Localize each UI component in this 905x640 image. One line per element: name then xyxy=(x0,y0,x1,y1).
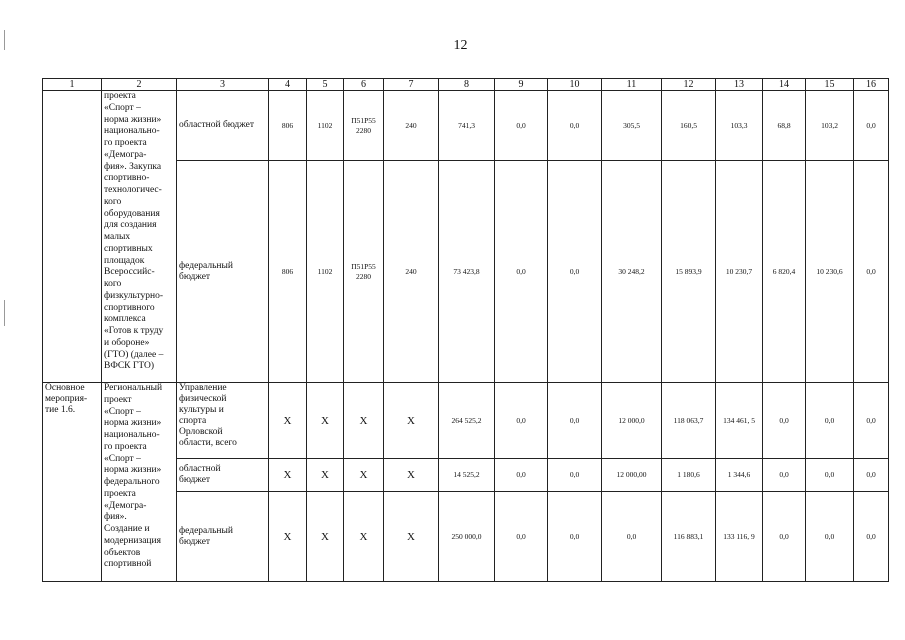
cell-value: 0,0 xyxy=(548,161,602,383)
cell-expense-type: Х xyxy=(384,383,439,459)
cell-gov: 806 xyxy=(269,161,307,383)
cell-value: 134 461, 5 xyxy=(716,383,763,459)
cell-value: 133 116, 9 xyxy=(716,492,763,582)
col-header: 11 xyxy=(602,79,662,91)
cell-value: 0,0 xyxy=(854,492,889,582)
cell-value: 118 063,7 xyxy=(662,383,716,459)
cell-value: 0,0 xyxy=(548,91,602,161)
scan-edge-mark xyxy=(4,300,5,326)
event-number: Основное мероприя- тие 1.6. xyxy=(43,383,102,582)
cell-value: 0,0 xyxy=(602,492,662,582)
col-header: 3 xyxy=(177,79,269,91)
event-description: Региональный проект «Спорт – норма жизни» национально- го проекта «Спорт – норма жизни» федерального проекта «Демогра- фия». Создание и модернизация объектов спортивной xyxy=(102,383,177,582)
col-header: 12 xyxy=(662,79,716,91)
cell-total: 14 525,2 xyxy=(439,459,495,492)
cell-value: 10 230,7 xyxy=(716,161,763,383)
cell-target: Х xyxy=(344,459,384,492)
cell-target: П51Р55 2280 xyxy=(344,161,384,383)
cell-value: 0,0 xyxy=(806,459,854,492)
cell-value: 0,0 xyxy=(495,161,548,383)
col-header: 5 xyxy=(307,79,344,91)
cell-value: 1 180,6 xyxy=(662,459,716,492)
cell-value: 103,2 xyxy=(806,91,854,161)
cell-expense-type: 240 xyxy=(384,91,439,161)
cell-value: 30 248,2 xyxy=(602,161,662,383)
cell-target: Х xyxy=(344,383,384,459)
cell-value: 10 230,6 xyxy=(806,161,854,383)
cell-section: Х xyxy=(307,383,344,459)
cell-value: 0,0 xyxy=(854,161,889,383)
cell-value: 305,5 xyxy=(602,91,662,161)
col-header: 16 xyxy=(854,79,889,91)
cell-value: 6 820,4 xyxy=(763,161,806,383)
col-header: 15 xyxy=(806,79,854,91)
col-header: 14 xyxy=(763,79,806,91)
cell-total: 264 525,2 xyxy=(439,383,495,459)
cell-value: 0,0 xyxy=(495,492,548,582)
cell-gov: Х xyxy=(269,459,307,492)
cell-total: 741,3 xyxy=(439,91,495,161)
cell-value: 0,0 xyxy=(495,459,548,492)
cell-value: 0,0 xyxy=(548,459,602,492)
cell-expense-type: Х xyxy=(384,459,439,492)
funding-source: федеральный бюджет xyxy=(177,492,269,582)
cell-value: 0,0 xyxy=(854,459,889,492)
page-number: 12 xyxy=(453,38,468,53)
header-row xyxy=(43,79,889,91)
cell-value: 15 893,9 xyxy=(662,161,716,383)
cell-total: 73 423,8 xyxy=(439,161,495,383)
cell-value: 116 883,1 xyxy=(662,492,716,582)
table-row xyxy=(43,383,889,459)
cell-value: 1 344,6 xyxy=(716,459,763,492)
cell-value: 68,8 xyxy=(763,91,806,161)
cell-value: 0,0 xyxy=(495,91,548,161)
cell-value: 12 000,0 xyxy=(602,383,662,459)
event-description: проекта «Спорт – норма жизни» национально- го проекта «Демогра- фия». Закупка спортивно- технологичес- кого оборудования для создания малых спортивных площадок Всероссийс- кого физкультурно- спортивного комплекса «Готов к труду и обороне» (ГТО) (далее – ВФСК ГТО) xyxy=(102,91,177,383)
scan-edge-mark xyxy=(4,30,5,50)
col-header: 8 xyxy=(439,79,495,91)
cell-expense-type: Х xyxy=(384,492,439,582)
cell-section: 1102 xyxy=(307,161,344,383)
cell-value: 0,0 xyxy=(548,492,602,582)
cell-gov: Х xyxy=(269,383,307,459)
cell-value: 0,0 xyxy=(854,383,889,459)
budget-table xyxy=(42,78,889,582)
event-cell-empty xyxy=(43,91,102,383)
cell-value: 0,0 xyxy=(495,383,548,459)
cell-expense-type: 240 xyxy=(384,161,439,383)
col-header: 13 xyxy=(716,79,763,91)
col-header: 6 xyxy=(344,79,384,91)
col-header: 9 xyxy=(495,79,548,91)
funding-source: Управление физической культуры и спорта Орловской области, всего xyxy=(177,383,269,459)
cell-gov: 806 xyxy=(269,91,307,161)
col-header: 1 xyxy=(43,79,102,91)
cell-value: 0,0 xyxy=(763,492,806,582)
col-header: 4 xyxy=(269,79,307,91)
table-row xyxy=(43,91,889,161)
cell-value: 160,5 xyxy=(662,91,716,161)
cell-target: П51Р55 2280 xyxy=(344,91,384,161)
funding-source: областной бюджет xyxy=(177,91,269,161)
cell-target: Х xyxy=(344,492,384,582)
cell-value: 103,3 xyxy=(716,91,763,161)
funding-source: областной бюджет xyxy=(177,459,269,492)
cell-section: Х xyxy=(307,459,344,492)
cell-section: 1102 xyxy=(307,91,344,161)
cell-gov: Х xyxy=(269,492,307,582)
cell-value: 12 000,00 xyxy=(602,459,662,492)
col-header: 2 xyxy=(102,79,177,91)
cell-value: 0,0 xyxy=(854,91,889,161)
col-header: 10 xyxy=(548,79,602,91)
cell-total: 250 000,0 xyxy=(439,492,495,582)
cell-section: Х xyxy=(307,492,344,582)
cell-value: 0,0 xyxy=(806,492,854,582)
cell-value: 0,0 xyxy=(548,383,602,459)
col-header: 7 xyxy=(384,79,439,91)
cell-value: 0,0 xyxy=(806,383,854,459)
cell-value: 0,0 xyxy=(763,459,806,492)
funding-source: федеральный бюджет xyxy=(177,161,269,383)
cell-value: 0,0 xyxy=(763,383,806,459)
